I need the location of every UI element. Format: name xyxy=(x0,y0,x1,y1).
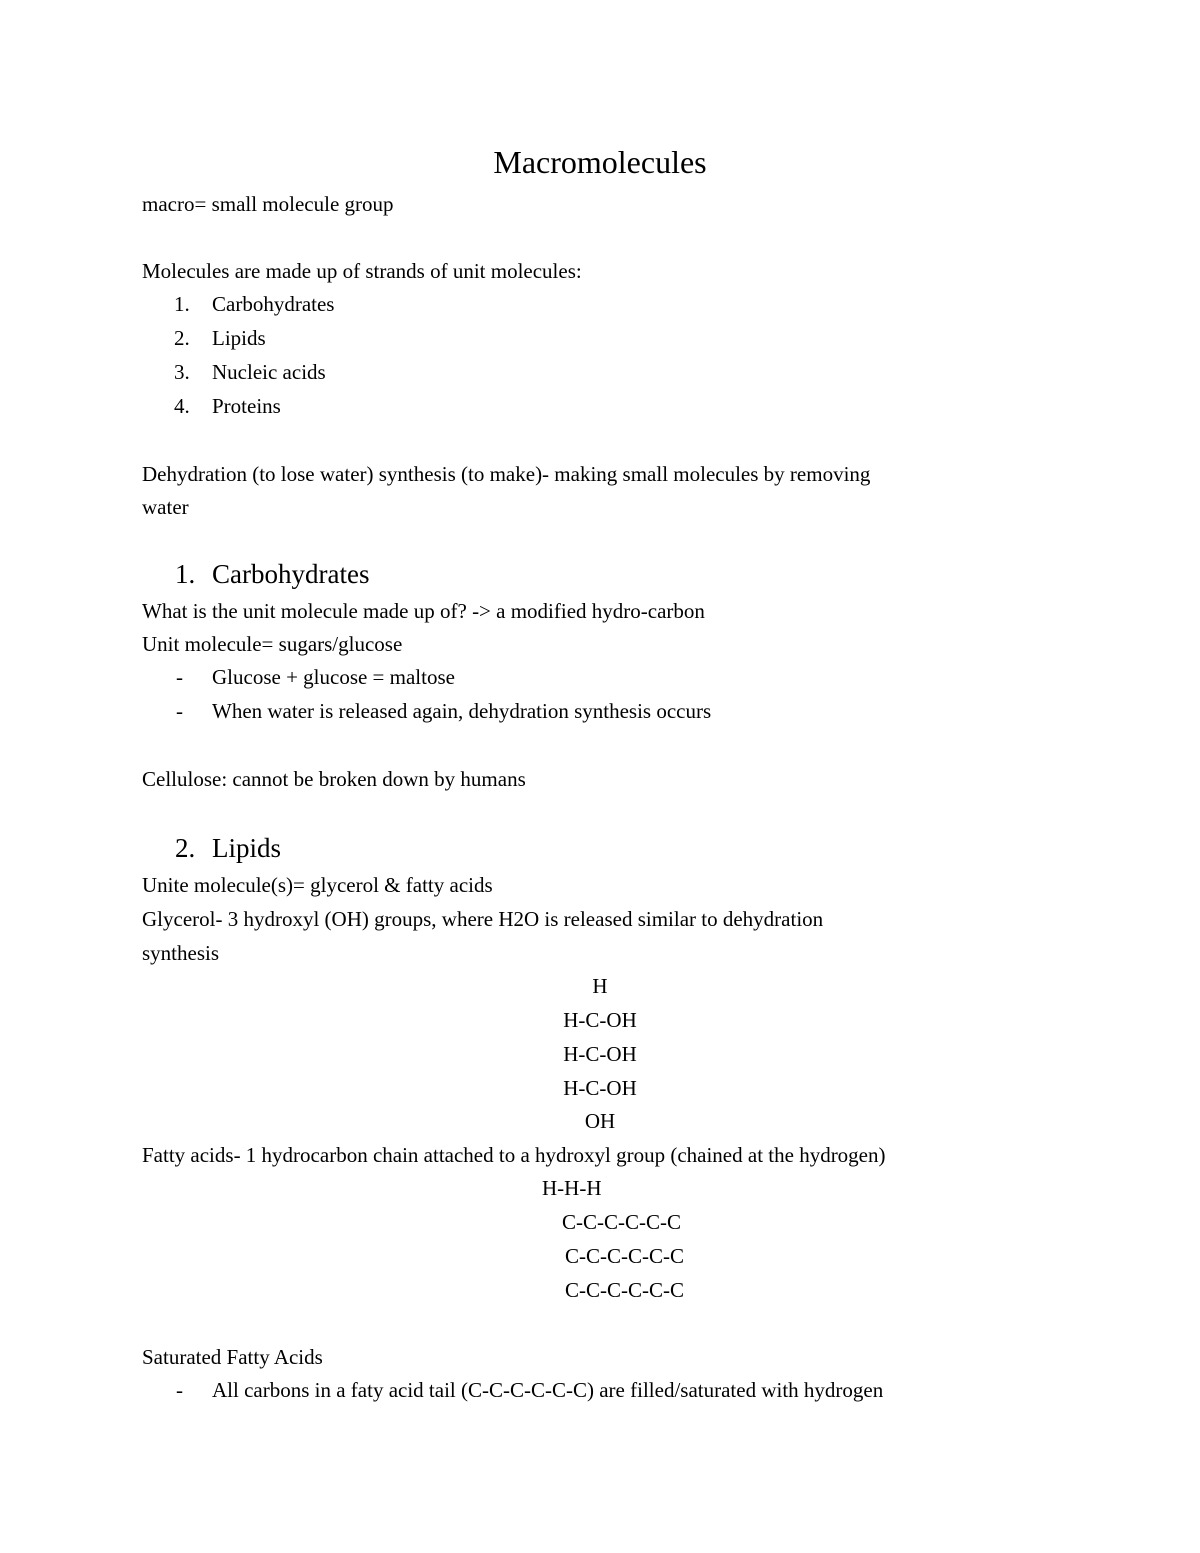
carb-question: What is the unit molecule made up of? -> a modified hydro-carbon xyxy=(142,599,705,623)
lipids-unit: Unite molecule(s)= glycerol & fatty acids xyxy=(142,873,493,897)
list-intro: Molecules are made up of strands of unit molecules: xyxy=(142,259,582,283)
fatty-structure-line: C-C-C-C-C-C xyxy=(565,1278,685,1302)
list-number: 1. xyxy=(174,292,190,316)
glycerol-text: Glycerol- 3 hydroxyl (OH) groups, where H2O is released similar to dehydration xyxy=(142,907,824,931)
heading-number: 1. xyxy=(175,559,196,589)
glycerol-structure-line: H-C-OH xyxy=(563,1042,637,1066)
bullet-marker: - xyxy=(176,665,183,689)
bullet-text: Glucose + glucose = maltose xyxy=(212,665,455,689)
list-text: Lipids xyxy=(212,326,266,350)
glycerol-structure-line: H-C-OH xyxy=(563,1076,637,1100)
list-number: 2. xyxy=(174,326,190,350)
glycerol-structure-line: H-C-OH xyxy=(563,1008,637,1032)
dehydration-text: Dehydration (to lose water) synthesis (to make)- making small molecules by removing xyxy=(142,462,871,486)
list-text: Proteins xyxy=(212,394,281,418)
list-text: Nucleic acids xyxy=(212,360,326,384)
bullet-text: All carbons in a faty acid tail (C-C-C-C-C-C) are filled/saturated with hydrogen xyxy=(212,1378,884,1402)
glycerol-structure-line: H xyxy=(592,974,608,998)
list-text: Carbohydrates xyxy=(212,292,335,316)
carb-unit: Unit molecule= sugars/glucose xyxy=(142,632,403,656)
cellulose-text: Cellulose: cannot be broken down by humans xyxy=(142,767,526,791)
list-number: 4. xyxy=(174,394,190,418)
fatty-structure-line: C-C-C-C-C-C xyxy=(562,1210,682,1234)
saturated-heading: Saturated Fatty Acids xyxy=(142,1345,323,1369)
heading-text: Carbohydrates xyxy=(212,559,370,589)
bullet-text: When water is released again, dehydration synthesis occurs xyxy=(212,699,712,723)
list-number: 3. xyxy=(174,360,190,384)
macro-definition: macro= small molecule group xyxy=(142,192,394,216)
fatty-structure-line: C-C-C-C-C-C xyxy=(565,1244,685,1268)
fatty-structure-top: H-H-H xyxy=(542,1176,602,1200)
bullet-marker: - xyxy=(176,1378,183,1402)
page-title: Macromolecules xyxy=(493,144,707,180)
bullet-marker: - xyxy=(176,699,183,723)
glycerol-structure-line: OH xyxy=(584,1109,616,1133)
fatty-acids-text: Fatty acids- 1 hydrocarbon chain attached to a hydroxyl group (chained at the hydrogen) xyxy=(142,1143,886,1167)
heading-text: Lipids xyxy=(212,833,282,863)
heading-number: 2. xyxy=(175,833,196,863)
glycerol-text-cont: synthesis xyxy=(142,941,220,965)
dehydration-text-cont: water xyxy=(142,495,189,519)
